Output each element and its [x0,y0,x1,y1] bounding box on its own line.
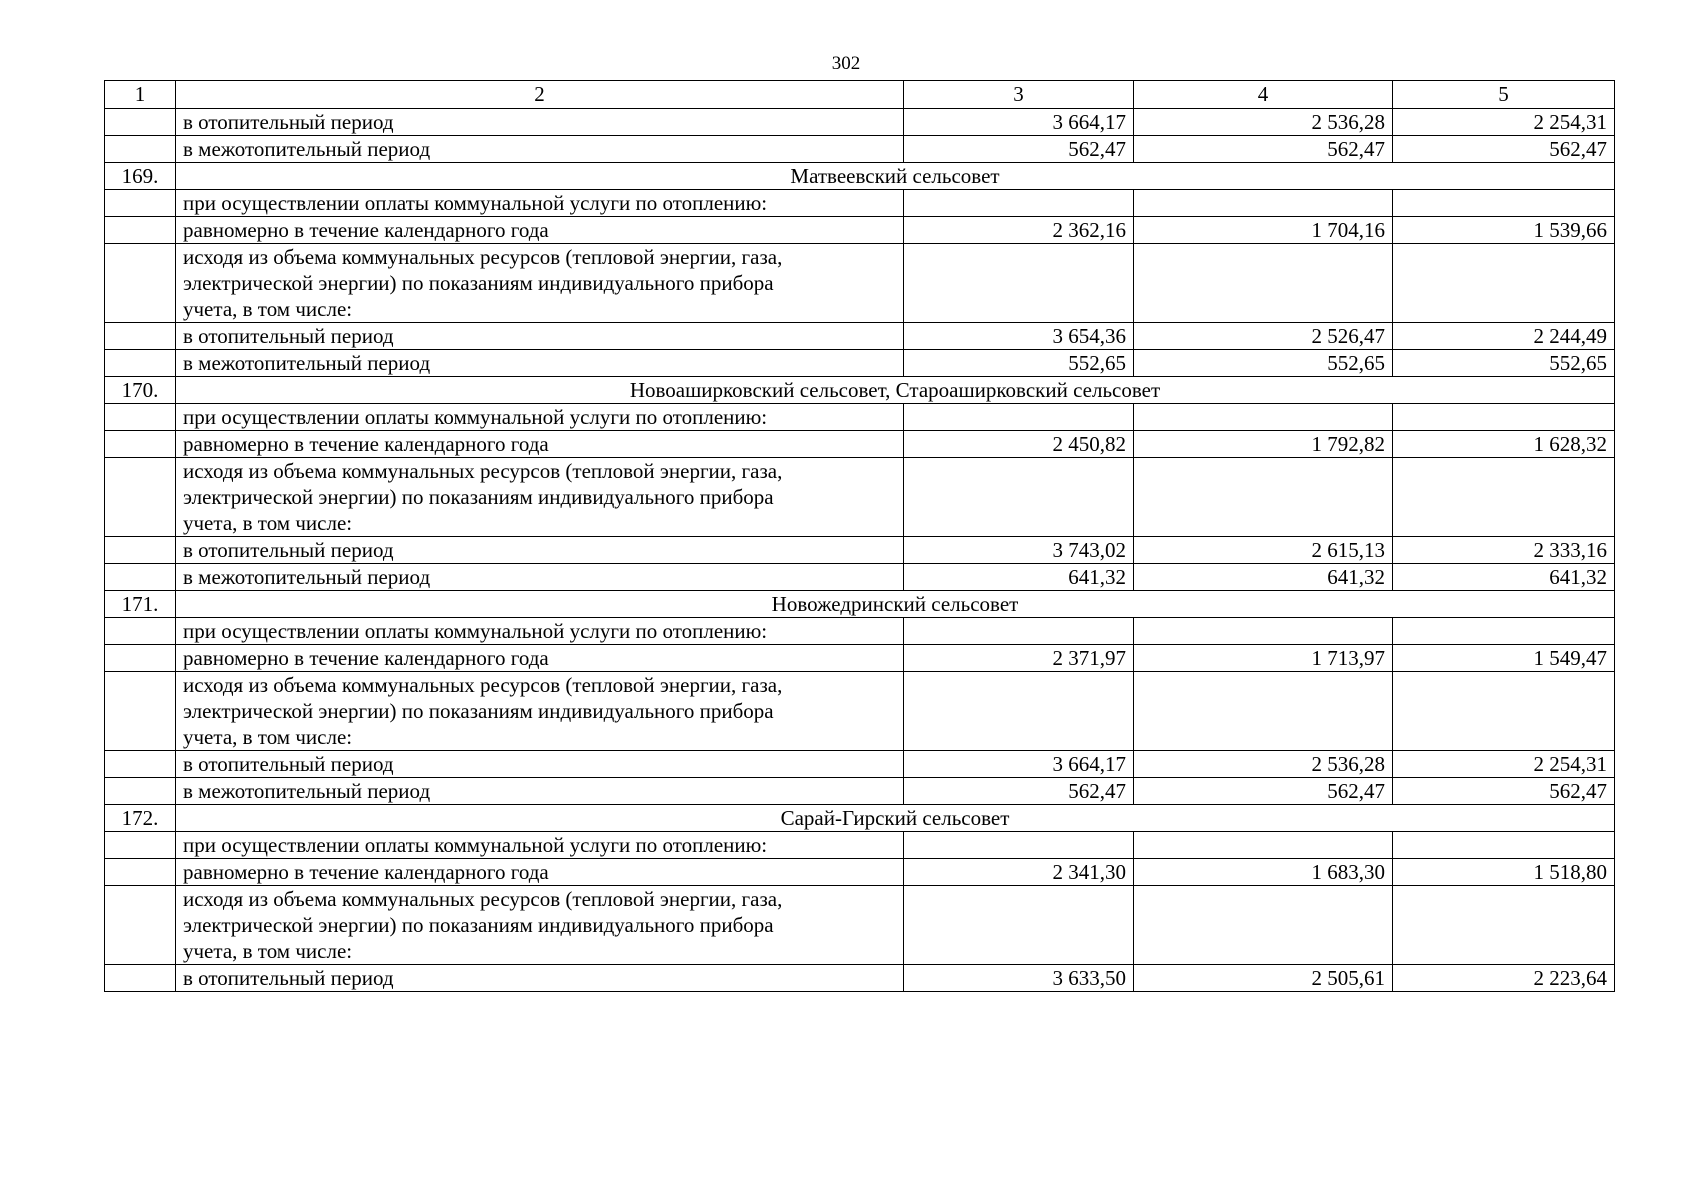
row-number-cell [105,404,176,431]
table-row [105,672,1615,751]
description-line: исходя из объема коммунальных ресурсов (тепловой энергии, газа, [183,673,783,697]
row-number-cell [105,564,176,591]
table-row [105,965,1615,992]
description-line: исходя из объема коммунальных ресурсов (тепловой энергии, газа, [183,887,783,911]
description-cell: в межотопительный период [176,136,904,163]
column-header: 5 [1393,81,1615,109]
table-row [105,564,1615,591]
value-col5-cell: 2 254,31 [1393,751,1615,778]
value-col3-cell: 3 654,36 [904,323,1134,350]
tariff-table-body [105,81,1615,992]
row-number-cell [105,458,176,537]
description-cell: при осуществлении оплаты коммунальной услуги по отоплению: [176,190,904,217]
description-cell: в отопительный период [176,109,904,136]
row-number-cell [105,886,176,965]
value-col5-cell [1393,618,1615,645]
row-number-cell [105,244,176,323]
description-cell: при осуществлении оплаты коммунальной услуги по отоплению: [176,404,904,431]
value-col3-cell: 3 633,50 [904,965,1134,992]
value-col3-cell [904,832,1134,859]
value-col4-cell: 552,65 [1134,350,1393,377]
description-cell: в отопительный период [176,537,904,564]
value-col4-cell: 2 526,47 [1134,323,1393,350]
value-col4-cell [1134,832,1393,859]
value-col3-cell [904,458,1134,537]
value-col5-cell [1393,404,1615,431]
section-number-cell: 169. [105,163,176,190]
row-number-cell [105,832,176,859]
value-col4-cell [1134,404,1393,431]
table-row [105,350,1615,377]
value-col3-cell: 2 341,30 [904,859,1134,886]
section-row [105,377,1615,404]
value-col4-cell: 1 683,30 [1134,859,1393,886]
value-col3-cell: 3 664,17 [904,751,1134,778]
value-col3-cell: 3 664,17 [904,109,1134,136]
column-header: 4 [1134,81,1393,109]
value-col4-cell [1134,244,1393,323]
value-col3-cell: 2 450,82 [904,431,1134,458]
description-cell: при осуществлении оплаты коммунальной услуги по отоплению: [176,832,904,859]
description-cell: равномерно в течение календарного года [176,645,904,672]
table-row [105,109,1615,136]
description-cell [176,886,904,965]
section-row [105,591,1615,618]
header-row [105,81,1615,109]
value-col5-cell [1393,832,1615,859]
value-col5-cell: 1 518,80 [1393,859,1615,886]
table-row [105,404,1615,431]
table-row [105,190,1615,217]
value-col5-cell: 1 549,47 [1393,645,1615,672]
value-col5-cell: 641,32 [1393,564,1615,591]
value-col4-cell [1134,618,1393,645]
value-col3-cell [904,244,1134,323]
row-number-cell [105,965,176,992]
value-col3-cell [904,618,1134,645]
table-row [105,859,1615,886]
value-col3-cell [904,672,1134,751]
tariff-table [104,80,1615,992]
value-col4-cell [1134,886,1393,965]
section-name-cell: Матвеевский сельсовет [176,163,1615,190]
value-col4-cell [1134,458,1393,537]
row-number-cell [105,537,176,564]
description-cell: равномерно в течение календарного года [176,431,904,458]
value-col5-cell [1393,886,1615,965]
value-col5-cell: 552,65 [1393,350,1615,377]
table-row [105,645,1615,672]
section-number-cell: 170. [105,377,176,404]
value-col5-cell: 1 539,66 [1393,217,1615,244]
row-number-cell [105,751,176,778]
value-col4-cell [1134,190,1393,217]
table-row [105,136,1615,163]
value-col4-cell: 562,47 [1134,778,1393,805]
table-row [105,778,1615,805]
value-col3-cell [904,190,1134,217]
value-col3-cell: 641,32 [904,564,1134,591]
description-cell: в отопительный период [176,323,904,350]
section-number-cell: 172. [105,805,176,832]
value-col3-cell: 562,47 [904,778,1134,805]
row-number-cell [105,778,176,805]
value-col4-cell: 2 615,13 [1134,537,1393,564]
description-line: исходя из объема коммунальных ресурсов (тепловой энергии, газа, [183,245,783,269]
description-line: электрической энергии) по показаниям индивидуального прибора [183,913,774,937]
description-cell: в отопительный период [176,965,904,992]
table-row [105,431,1615,458]
description-cell [176,458,904,537]
table-row [105,244,1615,323]
row-number-cell [105,190,176,217]
description-cell: равномерно в течение календарного года [176,859,904,886]
row-number-cell [105,109,176,136]
value-col5-cell: 2 254,31 [1393,109,1615,136]
value-col4-cell: 2 536,28 [1134,751,1393,778]
section-name-cell: Сарай-Гирский сельсовет [176,805,1615,832]
column-header: 1 [105,81,176,109]
section-row [105,805,1615,832]
value-col3-cell: 2 362,16 [904,217,1134,244]
value-col5-cell [1393,458,1615,537]
row-number-cell [105,431,176,458]
column-header: 3 [904,81,1134,109]
row-number-cell [105,859,176,886]
row-number-cell [105,350,176,377]
table-row [105,886,1615,965]
description-cell: равномерно в течение календарного года [176,217,904,244]
value-col3-cell: 2 371,97 [904,645,1134,672]
value-col4-cell: 2 536,28 [1134,109,1393,136]
value-col5-cell [1393,190,1615,217]
description-line: учета, в том числе: [183,297,353,321]
value-col5-cell: 2 244,49 [1393,323,1615,350]
table-row [105,751,1615,778]
value-col3-cell [904,886,1134,965]
section-number-cell: 171. [105,591,176,618]
value-col3-cell: 3 743,02 [904,537,1134,564]
description-line: электрической энергии) по показаниям индивидуального прибора [183,699,774,723]
value-col5-cell: 562,47 [1393,778,1615,805]
value-col5-cell [1393,672,1615,751]
section-row [105,163,1615,190]
row-number-cell [105,618,176,645]
description-cell [176,244,904,323]
column-header: 2 [176,81,904,109]
description-cell: в межотопительный период [176,778,904,805]
value-col3-cell [904,404,1134,431]
table-row [105,323,1615,350]
value-col5-cell: 2 223,64 [1393,965,1615,992]
value-col3-cell: 552,65 [904,350,1134,377]
description-cell: в межотопительный период [176,350,904,377]
row-number-cell [105,672,176,751]
description-cell: в межотопительный период [176,564,904,591]
table-row [105,832,1615,859]
value-col3-cell: 562,47 [904,136,1134,163]
description-line: исходя из объема коммунальных ресурсов (тепловой энергии, газа, [183,459,783,483]
description-cell: в отопительный период [176,751,904,778]
description-line: учета, в том числе: [183,511,353,535]
value-col4-cell: 1 704,16 [1134,217,1393,244]
description-line: учета, в том числе: [183,725,353,749]
value-col4-cell: 1 713,97 [1134,645,1393,672]
row-number-cell [105,217,176,244]
description-cell: при осуществлении оплаты коммунальной услуги по отоплению: [176,618,904,645]
description-line: учета, в том числе: [183,939,353,963]
value-col5-cell [1393,244,1615,323]
section-name-cell: Новожедринский сельсовет [176,591,1615,618]
value-col4-cell: 562,47 [1134,136,1393,163]
description-cell [176,672,904,751]
value-col5-cell: 562,47 [1393,136,1615,163]
table-row [105,458,1615,537]
value-col4-cell: 2 505,61 [1134,965,1393,992]
section-name-cell: Новоаширковский сельсовет, Староаширковский сельсовет [176,377,1615,404]
value-col5-cell: 1 628,32 [1393,431,1615,458]
description-line: электрической энергии) по показаниям индивидуального прибора [183,271,774,295]
value-col4-cell: 1 792,82 [1134,431,1393,458]
value-col4-cell: 641,32 [1134,564,1393,591]
value-col4-cell [1134,672,1393,751]
table-row [105,537,1615,564]
description-line: электрической энергии) по показаниям индивидуального прибора [183,485,774,509]
table-row [105,217,1615,244]
row-number-cell [105,136,176,163]
page-number: 302 [831,53,861,74]
table-row [105,618,1615,645]
row-number-cell [105,645,176,672]
row-number-cell [105,323,176,350]
value-col5-cell: 2 333,16 [1393,537,1615,564]
